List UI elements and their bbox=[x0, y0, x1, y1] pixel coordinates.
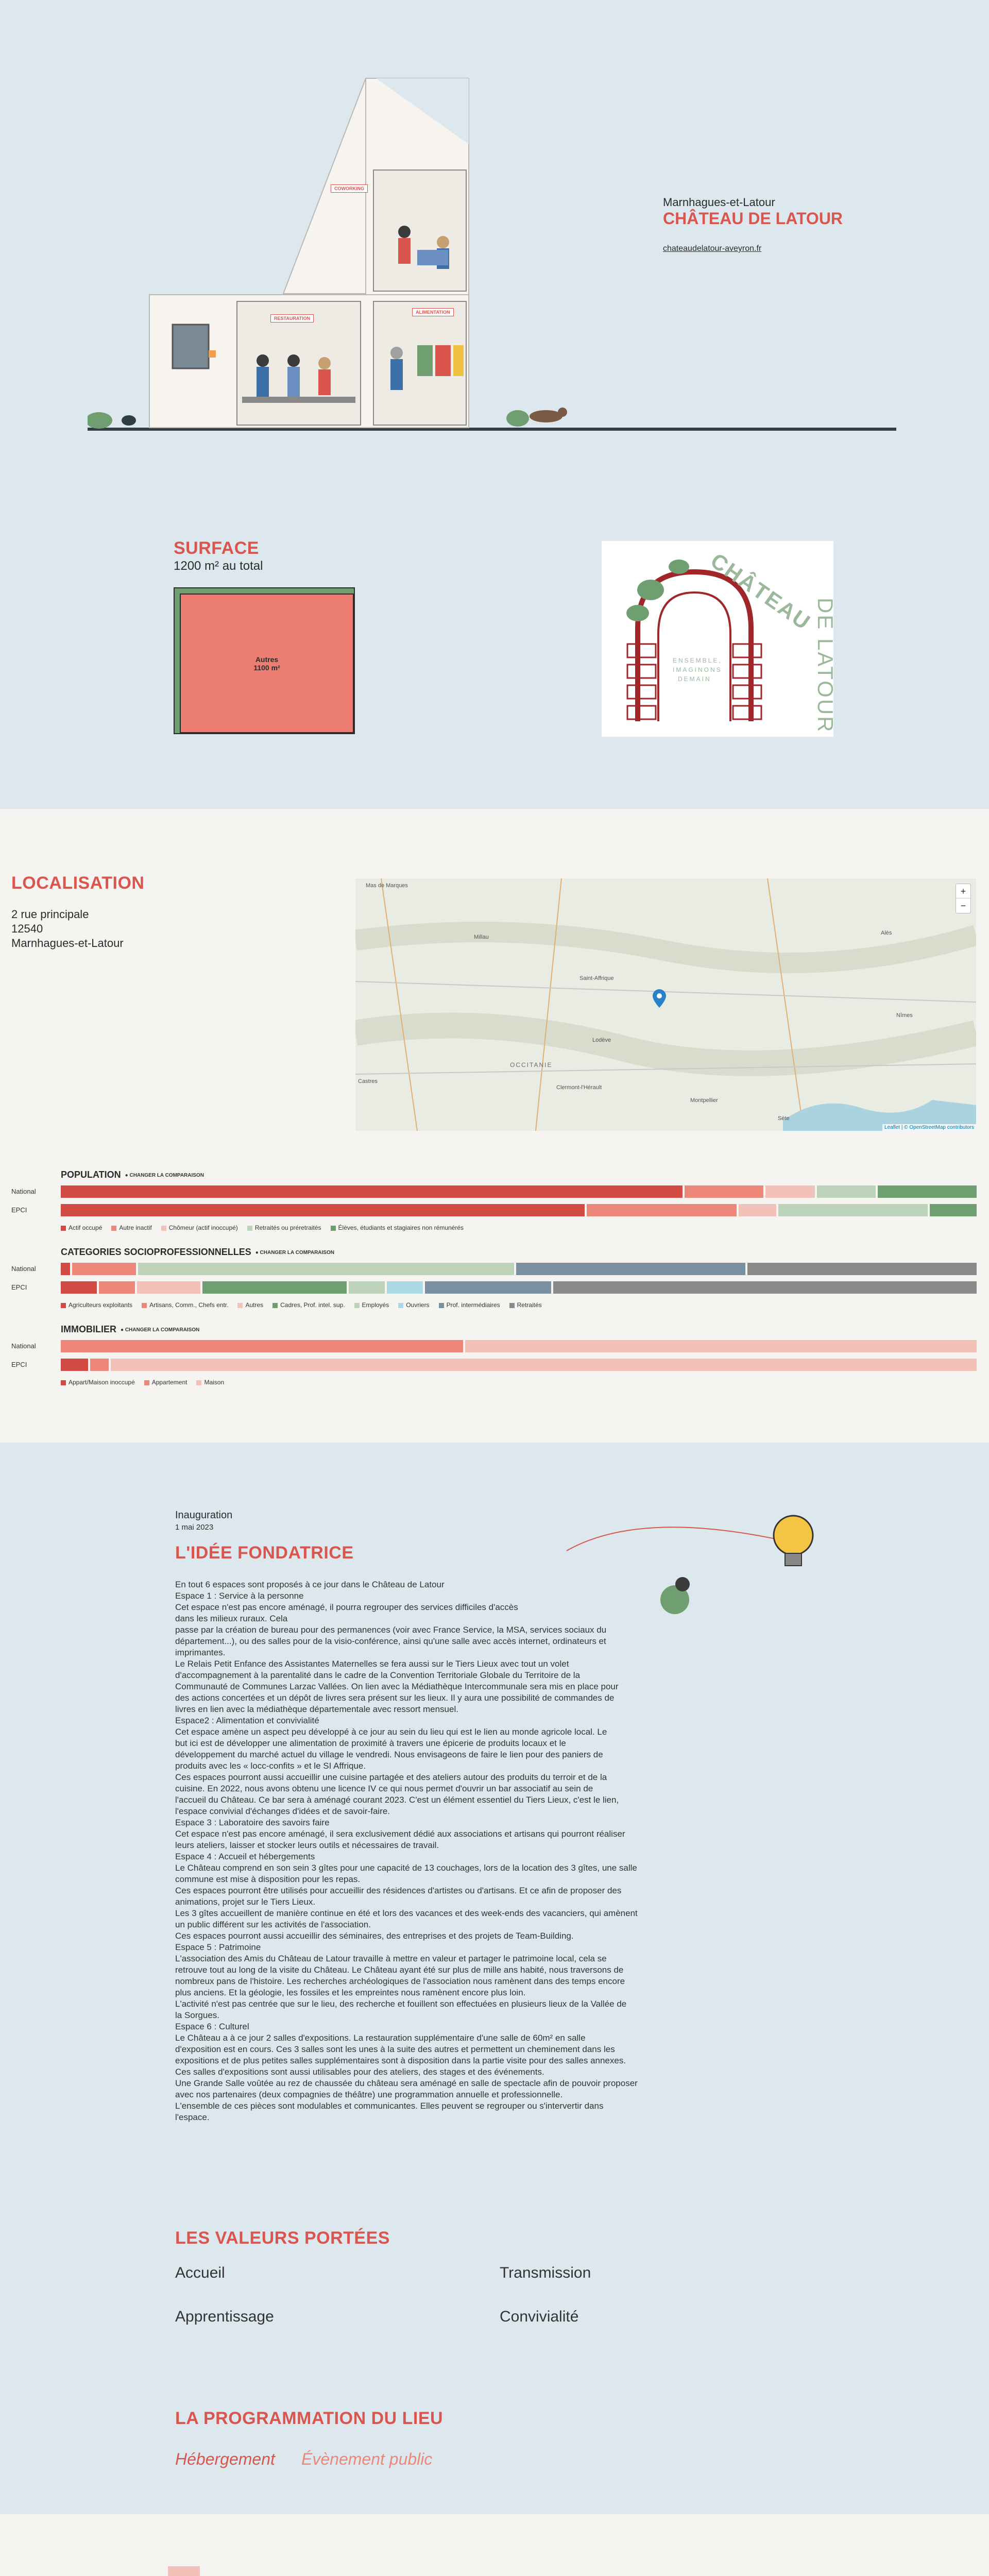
immobilier-legend bbox=[61, 1379, 224, 1386]
legend-label: Retraités ou préretraités bbox=[254, 1224, 321, 1231]
immobilier-national-bar bbox=[61, 1340, 977, 1352]
bar-segment[interactable] bbox=[90, 1359, 108, 1371]
legend-label: Prof. intermédiaires bbox=[446, 1301, 500, 1309]
surface-section bbox=[0, 479, 989, 809]
legend-swatch bbox=[398, 1303, 403, 1308]
surface-block[interactable] bbox=[180, 594, 354, 733]
bar-segment[interactable] bbox=[747, 1263, 977, 1275]
legend-swatch bbox=[161, 1226, 166, 1231]
hero-website-link[interactable]: chateaudelatour-aveyron.fr bbox=[663, 244, 762, 253]
map-place: Alès bbox=[881, 930, 892, 936]
bar-segment[interactable] bbox=[516, 1263, 745, 1275]
legend-item bbox=[354, 1301, 389, 1309]
population-national-bar bbox=[61, 1185, 977, 1198]
legend-swatch bbox=[111, 1226, 116, 1231]
row-label: EPCI bbox=[11, 1283, 27, 1291]
categories-title: CATEGORIES SOCIOPROFESSIONNELLES ● CHANGER LA COMPARAISON bbox=[61, 1247, 334, 1257]
localisation-title: LOCALISATION bbox=[11, 873, 145, 893]
row-label: National bbox=[11, 1188, 36, 1195]
bar-segment[interactable] bbox=[553, 1281, 977, 1294]
surface-title: SURFACE bbox=[174, 538, 259, 558]
legend-item bbox=[398, 1301, 429, 1309]
map-place: Sète bbox=[778, 1115, 790, 1122]
bar-segment[interactable] bbox=[685, 1185, 763, 1198]
legend-label: Ouvriers bbox=[406, 1301, 430, 1309]
bar-segment[interactable] bbox=[465, 1340, 977, 1352]
hero-section bbox=[0, 0, 989, 479]
label-alimentation: ALIMENTATION bbox=[412, 308, 454, 316]
legend-label: Autres bbox=[245, 1301, 264, 1309]
bar-segment[interactable] bbox=[202, 1281, 347, 1294]
map-place: Millau bbox=[474, 934, 489, 940]
legend-label: Appartement bbox=[151, 1379, 187, 1386]
address-street: 2 rue principale bbox=[11, 908, 89, 921]
legend-swatch bbox=[439, 1303, 444, 1308]
valeur-item: Transmission bbox=[500, 2264, 591, 2281]
surface-block-name: Autres bbox=[255, 655, 279, 664]
legend-item bbox=[196, 1379, 224, 1386]
label-coworking: COWORKING bbox=[331, 184, 368, 193]
bar-segment[interactable] bbox=[111, 1359, 977, 1371]
valeurs-title: LES VALEURS PORTÉES bbox=[175, 2228, 390, 2248]
building-illustration bbox=[88, 72, 907, 443]
row-label: National bbox=[11, 1342, 36, 1350]
categories-compare-link[interactable]: ● CHANGER LA COMPARAISON bbox=[255, 1249, 334, 1256]
logo-tagline3: DEMAIN bbox=[678, 675, 711, 683]
surface-block-outer bbox=[174, 587, 355, 734]
localisation-section bbox=[0, 809, 989, 1443]
legend-swatch bbox=[61, 1303, 66, 1308]
bar-segment[interactable] bbox=[72, 1263, 137, 1275]
composition-section bbox=[0, 2514, 989, 2576]
legend-label: Agriculteurs exploitants bbox=[69, 1301, 133, 1309]
bar-segment[interactable] bbox=[61, 1281, 97, 1294]
address-postcode: 12540 bbox=[11, 922, 43, 935]
population-epci-bar bbox=[61, 1204, 977, 1216]
legend-swatch bbox=[354, 1303, 360, 1308]
map-zoom-control bbox=[956, 884, 971, 913]
legend-item bbox=[331, 1224, 464, 1231]
population-compare-link[interactable]: ● CHANGER LA COMPARAISON bbox=[125, 1172, 204, 1178]
surface-total: 1200 m² au total bbox=[174, 559, 263, 573]
hero-location: Marnhagues-et-Latour bbox=[663, 196, 775, 209]
legend-label: Employés bbox=[362, 1301, 389, 1309]
zoom-in-button[interactable]: + bbox=[956, 884, 970, 899]
bar-segment[interactable] bbox=[137, 1281, 200, 1294]
bar-segment[interactable] bbox=[587, 1204, 737, 1216]
chateau-logo bbox=[602, 541, 838, 737]
legend-label: Autre inactif bbox=[119, 1224, 152, 1231]
legend-label: Actif occupé bbox=[69, 1224, 103, 1231]
bar-segment[interactable] bbox=[61, 1204, 585, 1216]
legend-item bbox=[142, 1301, 228, 1309]
legend-label: Chômeur (actif inoccupé) bbox=[168, 1224, 238, 1231]
legend-label: Appart/Maison inoccupé bbox=[69, 1379, 135, 1386]
legend-item bbox=[237, 1301, 263, 1309]
legend-swatch bbox=[237, 1303, 243, 1308]
hero-name: CHÂTEAU DE LATOUR bbox=[663, 209, 843, 228]
legend-item bbox=[61, 1301, 132, 1309]
legend-swatch bbox=[272, 1303, 278, 1308]
map-place: Mas de Marques bbox=[366, 883, 408, 889]
legend-swatch bbox=[247, 1226, 252, 1231]
bar-segment[interactable] bbox=[425, 1281, 551, 1294]
legend-swatch bbox=[142, 1303, 147, 1308]
map-place: Montpellier bbox=[690, 1097, 718, 1104]
map-place: Lodève bbox=[592, 1037, 611, 1043]
map-region: OCCITANIE bbox=[510, 1061, 553, 1069]
programmation-item: Hébergement bbox=[175, 2450, 275, 2468]
row-label: National bbox=[11, 1265, 36, 1273]
bar-segment[interactable] bbox=[61, 1263, 70, 1275]
zoom-out-button[interactable]: − bbox=[960, 901, 966, 911]
legend-label: Élèves, étudiants et stagiaires non rémunérés bbox=[338, 1224, 464, 1231]
immobilier-epci-bar bbox=[61, 1359, 977, 1371]
logo-line1: CHÂTEAU bbox=[706, 548, 816, 635]
legend-item bbox=[61, 1224, 102, 1231]
legend-item bbox=[161, 1224, 238, 1231]
bar-segment[interactable] bbox=[349, 1281, 385, 1294]
legend-swatch bbox=[331, 1226, 336, 1231]
waffle-cell-associations[interactable] bbox=[167, 2566, 200, 2576]
row-label: EPCI bbox=[11, 1206, 27, 1214]
bar-segment[interactable] bbox=[878, 1185, 977, 1198]
idee-body: En tout 6 espaces sont proposés à ce jour dans le Château de Latour Espace 1 : Service à la personne Cet espace n'est pas encore aménagé, il pourra regrouper des services difficiles d'accès dans les milieux ruraux. Cela passe par la création de bureau pour des permanences (voir avec France Service, la MSA, services sociaux du département...), ou des salles pour de la visio-conférence, ainsi qu'une salle avec accès internet, ordinateurs et imprimantes. Le Relais Petit Enfance des Assistantes Maternelles se fera aussi sur le Tiers Lieux avec tout un volet d'accompagnement à la parentalité dans le cadre de la Convention Territoriale Globale du Territoire de la Communauté de Communes Larzac Vallées. On lien avec la Médiathèque Intercommunale sera mis en place pour des actions concertées et un dépôt de livres sera présent sur les lieux. Il y aura une possibilité de commandes de livres en lien avec la médiathèque départementale avec ressort mensuel. Espace2 : Alimentation et convivialité Cet espace amène un aspect peu développé à ce jour au sein du lieu qui est le lien au monde agricole local. Le but ici est de développer une alimentation de proximité à travers une épicerie de produits locaux et le développement du marché actuel du village le vendredi. Nous envisageons de faire le lien pour des paniers de produits avec les « locc-confits » et le SI Affrique. Ces espaces pourront aussi accueillir une cuisine partagée et des ateliers autour des produits du terroir et de la cuisine. En 2022, nous avons obtenu une licence IV ce qui nous permet d'ouvrir un bar associatif au sein de l'accueil du Château. Ce bar sera à aménagé courant 2023. C'est un élément essentiel du Tiers Lieux, c'est le lien, l'espace convivial d'échanges d'idées et de savoir-faire. Espace 3 : Laboratoire des savoirs faire Cet espace n'est pas encore aménagé, il sera exclusivement dédié aux associations et artisans qui pourront réaliser leurs ateliers, laisser et stocker leurs outils et nécessaires de travail. Espace 4 : Accueil et hébergements Le Château comprend en son sein 3 gîtes pour une capacité de 13 couchages, lors de la location des 3 gîtes, une salle commune est mise à disposition pour les repas. Ces espaces pourront être utilisés pour accueillir des résidences d'artistes ou d'artisans. Et ce afin de proposer des animations, projet sur le Tiers Lieux. Les 3 gîtes accueillent de manière continue en été et lors des vacances et des week-ends des vacanciers, qui amènent un public différent sur les activités de l'association. Ces espaces pourront aussi accueillir des séminaires, des entreprises et des projets de Team-Building. Espace 5 : Patrimoine L'association des Amis du Château de Latour travaille à mettre en valeur et partager le patrimoine local, cela se retrouve tout au long de la visite du Château. Le Château ayant été sur plus de mille ans habité, nous traversons de nombreux pans de l'histoire. Les recherches archéologiques de l'association nous ramènent dans des temps encore plus anciens. Et la géologie, les fossiles et les empreintes nous ramènent encore plus loin. L'activité n'est pas centrée que sur le lieu, des recherche et fouillent son effectuées en plusieurs lieux de la Vallée de la Sorgues. Espace 6 : Culturel Le Château a à ce jour 2 salles d'expositions. La restauration supplémentaire d'une salle de 60m² en salle d'exposition est en cours. Ces 3 salles sont les unes à la suite des autres et permettent un cheminement dans les expositions et de plus petites salles supplémentaires sont à disposition dans la partie visite pour des salles annexes. Ces salles d'expositions sont aussi utilisables pour des ateliers, des stages et des événements. Une Grande Salle voûtée au rez de chaussée du château sera aménagé en salle de spectacle afin de pouvoir proposer avec nos partenaires (deux compagnies de théâtre) une programmation annuelle et professionnelle. L'ensemble de ces pièces sont modulables et communicantes. Elles peuvent se regrouper ou s'intervertir dans l'espace. bbox=[175, 1580, 638, 2122]
legend-swatch bbox=[509, 1303, 515, 1308]
map-place: Saint-Affrique bbox=[579, 975, 614, 981]
address-city: Marnhagues-et-Latour bbox=[11, 937, 124, 950]
idee-section bbox=[0, 1443, 989, 2514]
map-place: Nîmes bbox=[896, 1012, 913, 1019]
programmation-title: LA PROGRAMMATION DU LIEU bbox=[175, 2409, 444, 2428]
legend-label: Retraités bbox=[517, 1301, 542, 1309]
legend-label: Artisans, Comm., Chefs entr. bbox=[149, 1301, 229, 1309]
legend-label: Maison bbox=[204, 1379, 225, 1386]
legend-item bbox=[247, 1224, 321, 1231]
valeur-item: Convivialité bbox=[500, 2308, 579, 2325]
population-title: POPULATION ● CHANGER LA COMPARAISON bbox=[61, 1170, 204, 1180]
map-attribution[interactable]: Leaflet | © OpenStreetMap contributors bbox=[882, 1124, 976, 1131]
map[interactable] bbox=[355, 878, 976, 1131]
bar-segment[interactable] bbox=[817, 1185, 876, 1198]
legend-swatch bbox=[61, 1226, 66, 1231]
legend-swatch bbox=[196, 1380, 201, 1385]
logo-tagline1: ENSEMBLE, bbox=[673, 657, 722, 664]
bar-segment[interactable] bbox=[138, 1263, 514, 1275]
legend-item bbox=[509, 1301, 542, 1309]
event-date: 1 mai 2023 bbox=[175, 1523, 214, 1532]
legend-item bbox=[111, 1224, 151, 1231]
valeur-item: Apprentissage bbox=[175, 2308, 274, 2325]
immobilier-compare-link[interactable]: ● CHANGER LA COMPARAISON bbox=[121, 1327, 200, 1333]
row-label: EPCI bbox=[11, 1361, 27, 1368]
legend-item bbox=[272, 1301, 345, 1309]
bar-segment[interactable] bbox=[61, 1359, 88, 1371]
bar-segment[interactable] bbox=[61, 1185, 683, 1198]
bar-segment[interactable] bbox=[387, 1281, 423, 1294]
legend-swatch bbox=[144, 1380, 149, 1385]
map-place: Clermont-l'Hérault bbox=[556, 1084, 602, 1091]
legend-swatch bbox=[61, 1380, 66, 1385]
idee-title: L'IDÉE FONDATRICE bbox=[175, 1543, 354, 1563]
bar-segment[interactable] bbox=[99, 1281, 135, 1294]
map-place: Castres bbox=[358, 1078, 378, 1084]
categories-legend bbox=[61, 1301, 542, 1309]
bar-segment[interactable] bbox=[61, 1340, 463, 1352]
legend-item bbox=[61, 1379, 135, 1386]
categories-epci-bar bbox=[61, 1281, 977, 1294]
map-marker-icon[interactable] bbox=[653, 989, 666, 1008]
logo-line2: DE LATOUR bbox=[813, 598, 838, 734]
population-legend bbox=[61, 1224, 464, 1231]
legend-item bbox=[144, 1379, 187, 1386]
event-name: Inauguration bbox=[175, 1510, 233, 1521]
categories-national-bar bbox=[61, 1263, 977, 1275]
programmation-item: Évènement public bbox=[301, 2450, 433, 2468]
bar-segment[interactable] bbox=[930, 1204, 977, 1216]
legend-item bbox=[439, 1301, 500, 1309]
legend-label: Cadres, Prof. intel. sup. bbox=[280, 1301, 345, 1309]
bar-segment[interactable] bbox=[778, 1204, 928, 1216]
logo-tagline2: IMAGINONS bbox=[673, 666, 722, 673]
immobilier-title: IMMOBILIER ● CHANGER LA COMPARAISON bbox=[61, 1324, 200, 1334]
bar-segment[interactable] bbox=[765, 1185, 815, 1198]
label-restauration: RESTAURATION bbox=[270, 314, 314, 323]
valeur-item: Accueil bbox=[175, 2264, 225, 2281]
bar-segment[interactable] bbox=[739, 1204, 776, 1216]
surface-block-value: 1100 m² bbox=[253, 663, 280, 672]
